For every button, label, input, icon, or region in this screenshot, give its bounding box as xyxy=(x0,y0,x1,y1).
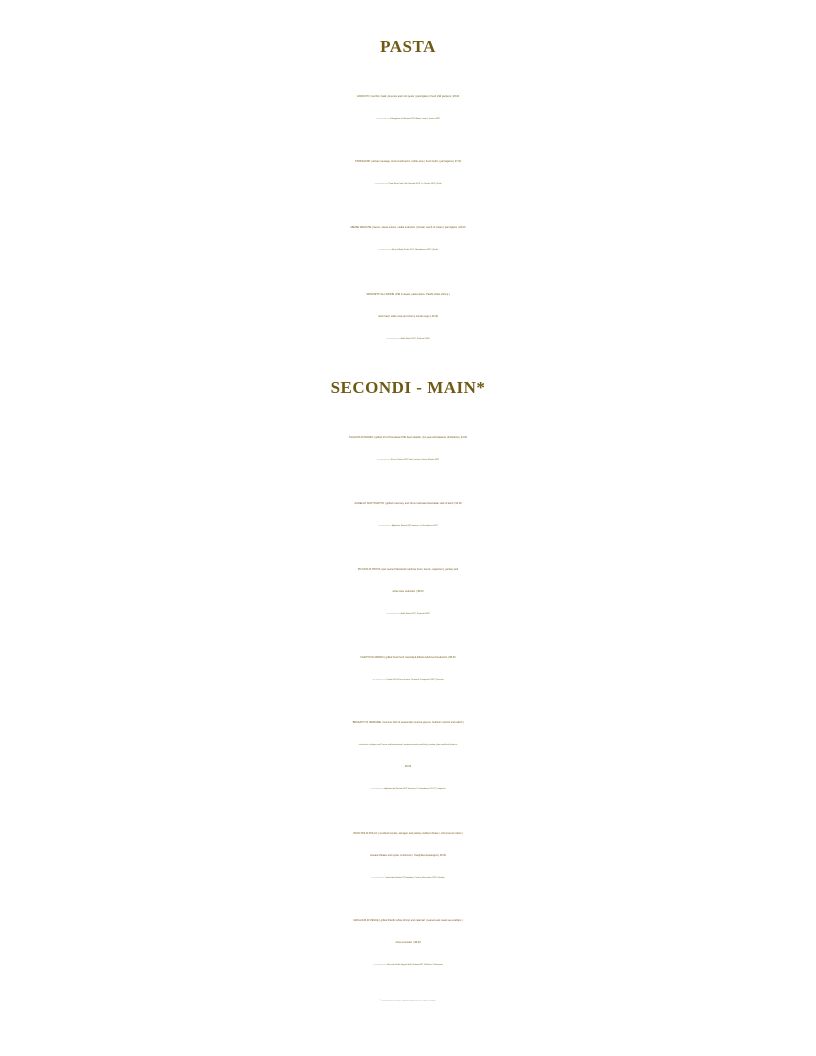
wine-label: wine recommendation: xyxy=(376,459,391,461)
menu-item-filetto-di-manzo xyxy=(0,647,816,691)
wine-name: Grillo Sicilia DOC, Settesoli 2022 xyxy=(400,338,430,340)
footnote-text: *main dishes served with seasonal vegetables sourced from local farmers and growers xyxy=(380,1000,436,1002)
wine-recommendation xyxy=(0,778,816,800)
menu-item-grigliata-di-pesce xyxy=(0,910,816,976)
dish-description: MEZZE MANICHE | bacon, sweet onions, vodka reduction | tomato, touch of cream | parmigiano | 26.00 xyxy=(350,226,466,229)
dish-description: FILETTO DI MANZO | grilled fresh herb marinated Alberta AAA beef tenderloin | 58.00 xyxy=(360,656,456,659)
wine-label: wine recommendation: xyxy=(386,338,400,340)
wine-recommendation xyxy=(0,954,816,976)
wine-name: Grechetto Umbria IGT fiordaliso, Cantina Roccafiore 2022 | Umbria xyxy=(385,877,445,879)
menu-item-mezze-maniche xyxy=(0,217,816,261)
wine-label: wine recommendation: xyxy=(377,249,392,251)
wine-name: Grillo Sicilia DOC, Settesoli 2022 xyxy=(400,613,430,615)
wine-label: wine recommendation: xyxy=(373,964,387,966)
dish-description: SPAGHETTI AL LIMONE | PEI mussels, pasta clams, Pacific white shrimp | xyxy=(366,293,450,296)
dish-description: TAGLIATA DI MANZO | grilled 10 oz Penokean Hills beef striploin | 12-year-old balsamic di Modena | 44.00 xyxy=(349,436,467,439)
menu-item-agnello-scottaditto xyxy=(0,493,816,537)
pasta-section-title: PASTA xyxy=(380,37,436,56)
wine-recommendation xyxy=(0,449,816,471)
menu-item-involtini-di-pollo xyxy=(0,823,816,889)
dish-price: 28.00 xyxy=(404,765,412,768)
wine-name: Falanghina del Sannio DOC Anima Lavica, Jenare 2022 xyxy=(390,118,440,120)
wine-recommendation xyxy=(0,669,816,691)
dish-description: AGNELLO SCOTTADITTO | grilled rosemary and citrus marinated Australian rack of lamb | 54.00 xyxy=(354,502,462,505)
wine-name: Rosso Conero DOC San Lorenzo, Umani Ronchi 2021 xyxy=(390,459,440,461)
dish-description: 'BRASATO' DI VERDURE | summer dish of seasonally sourced greens, heirloom carrots and radish | xyxy=(352,721,464,724)
wine-recommendation xyxy=(0,515,816,537)
wine-recommendation xyxy=(0,239,816,261)
dish-description: GNOCCHI | zucchini, basil, pinenuts and mint pesto | parmigiano | fresh chili peppers | 28.00 xyxy=(356,95,460,98)
menu-item-piccata-di-trota xyxy=(0,559,816,625)
wine-label: wine recommendation: xyxy=(386,613,400,615)
dish-description: STRINGOZZI | artisan sausage, local mushrooms | white wine | fresh herbs | parmigiano | 27.00 xyxy=(354,160,462,163)
wine-name: Moscato Giallo Vigneti delle Dolomiti IGT Pfefferer, Colterenzio xyxy=(387,964,443,966)
wine-name: Chianti DOCG buccia nera, Tenuta di Campriano 2022 | Toscana xyxy=(386,679,444,681)
wine-label: wine recommendation: xyxy=(376,118,390,120)
wine-recommendation xyxy=(0,108,816,130)
dish-description-cont: citrus emulsion | 38.00 xyxy=(395,941,421,944)
wine-label: wine recommendation: xyxy=(371,877,385,879)
wine-label: wine recommendation: xyxy=(374,183,389,185)
wine-label: wine recommendation: xyxy=(370,788,384,790)
wine-recommendation xyxy=(0,867,816,889)
wine-recommendation xyxy=(0,173,816,195)
menu-item-spaghetti-al-limone xyxy=(0,284,816,350)
wine-recommendation xyxy=(0,328,816,350)
wine-recommendation xyxy=(0,603,816,625)
menu-item-gnocchi xyxy=(0,86,816,130)
dish-description-cont: fresh basil, white wine and cherry tomato sugo | 32.00 xyxy=(378,315,438,318)
footnote xyxy=(0,1000,816,1002)
wine-name: Aglianico Sannio IGP Jannare, Le Guardiense 2017 xyxy=(392,525,438,527)
menu-item-stringozzi xyxy=(0,151,816,195)
wine-label: wine recommendation: xyxy=(378,525,392,527)
secondi-section-title: SECONDI - MAIN* xyxy=(330,378,486,397)
dish-description: GRIGLIATA DI PESCE | grilled Pacific white shrimp and calamari | seared east coast sea scallops | xyxy=(353,919,463,922)
menu-item-brasato-di-verdure xyxy=(0,712,816,800)
menu-item-tagliata-di-manzo xyxy=(0,427,816,471)
dish-description-cont: roasted shitake and oyster mushroom | chargrilled asparagus | 36.00 xyxy=(369,854,447,857)
dish-description: INVOLTINI DI POLLO | sundried tomato, tarragon and parsley stuffed chicken | citrus beurre blanc | xyxy=(353,832,463,835)
dish-description: PICCATA DI TROTA | pan seared Manitoulin rainbow trout | lemon, caperberry, parsley and xyxy=(357,568,459,571)
dish-description-cont: white wine reduction | 38.00 xyxy=(392,590,424,593)
dish-description-cont: cicchercia, chickpea and Tuscan red bean braise | sauteed escarole and kale | parsley, chive and fresh herb jus xyxy=(358,744,458,746)
wine-name: Nero d' Avola Sicilia DOC, Mandarossa 2022 | Sicilia xyxy=(391,249,439,251)
wine-name: Aglianico del Sannio DOP lucchero, La Guardiense 2017 | Campania xyxy=(384,788,446,790)
wine-name: Pinot Nero Friuli Colli Orientali DOP, La Tunella 2020 | Friuli xyxy=(388,183,442,185)
wine-label: wine recommendation: xyxy=(372,679,386,681)
